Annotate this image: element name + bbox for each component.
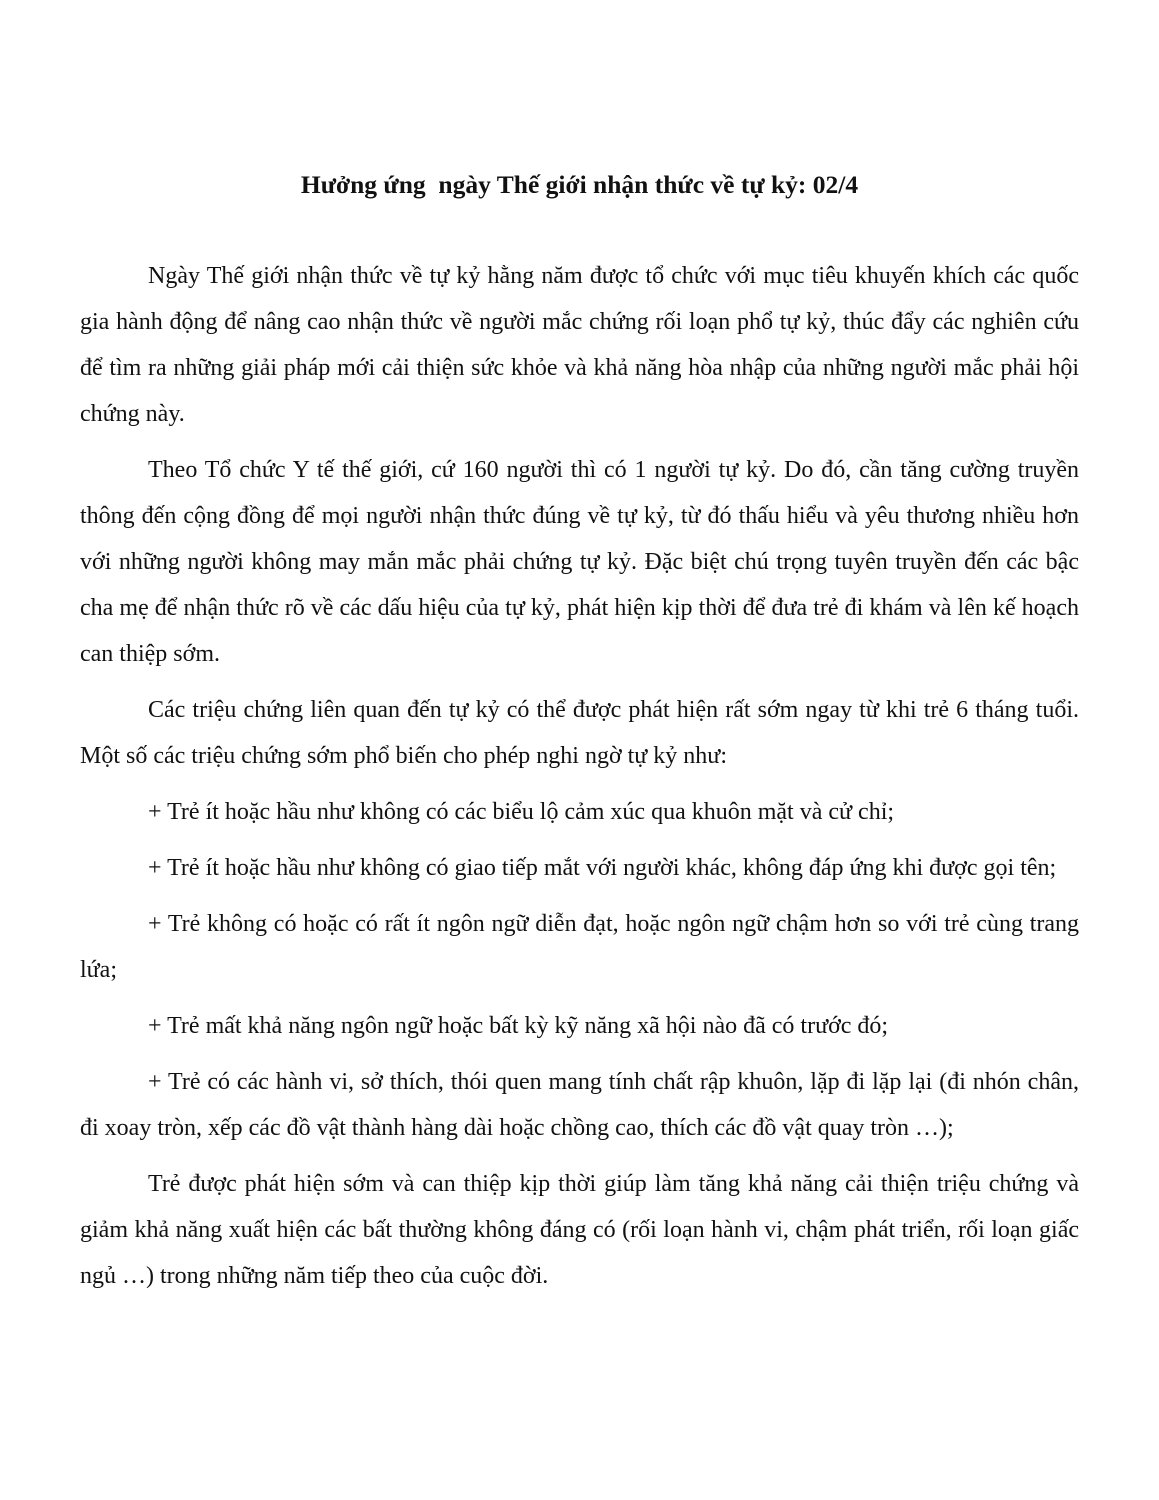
symptom-item-eye-contact: + Trẻ ít hoặc hầu như không có giao tiếp mắt với người khác, không đáp ứng khi được gọi tên; [148, 855, 1057, 881]
symptom-item-facial-expression: + Trẻ ít hoặc hầu như không có các biểu lộ cảm xúc qua khuôn mặt và cử chỉ; [148, 799, 895, 825]
paragraph-early-symptoms: Các triệu chứng liên quan đến tự kỷ có thể được phát hiện rất sớm ngay từ khi trẻ 6 tháng tuổi. Một số các triệu chứng sớm phổ biến cho phép nghi ngờ tự kỷ như: [80, 697, 1079, 769]
paragraph-intro: Ngày Thế giới nhận thức về tự kỷ hằng năm được tổ chức với mục tiêu khuyến khích các quốc gia hành động để nâng cao nhận thức về người mắc chứng rối loạn phổ tự kỷ, thúc đẩy các nghiên cứu để tìm ra những giải pháp mới cải thiện sức khỏe và khả năng hòa nhập của những người mắc phải hội chứng này. [80, 263, 1079, 427]
symptom-item-repetitive-behavior: + Trẻ có các hành vi, sở thích, thói quen mang tính chất rập khuôn, lặp đi lặp lại (đi nhón chân, đi xoay tròn, xếp các đồ vật thành hàng dài hoặc chồng cao, thích các đồ vật quay tròn …); [80, 1069, 1079, 1141]
document-title: Hưởng ứng ngày Thế giới nhận thức về tự kỷ: 02/4 [300, 170, 859, 199]
symptom-item-skill-loss: + Trẻ mất khả năng ngôn ngữ hoặc bất kỳ kỹ năng xã hội nào đã có trước đó; [148, 1013, 889, 1039]
paragraph-who-statistic: Theo Tổ chức Y tế thế giới, cứ 160 người thì có 1 người tự kỷ. Do đó, cần tăng cường truyền thông đến cộng đồng để mọi người nhận thức đúng về tự kỷ, từ đó thấu hiểu và yêu thương nhiều hơn với những người không may mắn mắc phải chứng tự kỷ. Đặc biệt chú trọng tuyên truyền đến các bậc cha mẹ để nhận thức rõ về các dấu hiệu của tự kỷ, phát hiện kịp thời để đưa trẻ đi khám và lên kế hoạch can thiệp sớm. [80, 457, 1079, 667]
document-page [80, 0, 1079, 1500]
document-body [80, 253, 1079, 1309]
symptom-item-language: + Trẻ không có hoặc có rất ít ngôn ngữ diễn đạt, hoặc ngôn ngữ chậm hơn so với trẻ cùng trang lứa; [80, 911, 1079, 983]
paragraph-early-intervention: Trẻ được phát hiện sớm và can thiệp kịp thời giúp làm tăng khả năng cải thiện triệu chứng và giảm khả năng xuất hiện các bất thường không đáng có (rối loạn hành vi, chậm phát triển, rối loạn giấc ngủ …) trong những năm tiếp theo của cuộc đời. [80, 1171, 1079, 1289]
